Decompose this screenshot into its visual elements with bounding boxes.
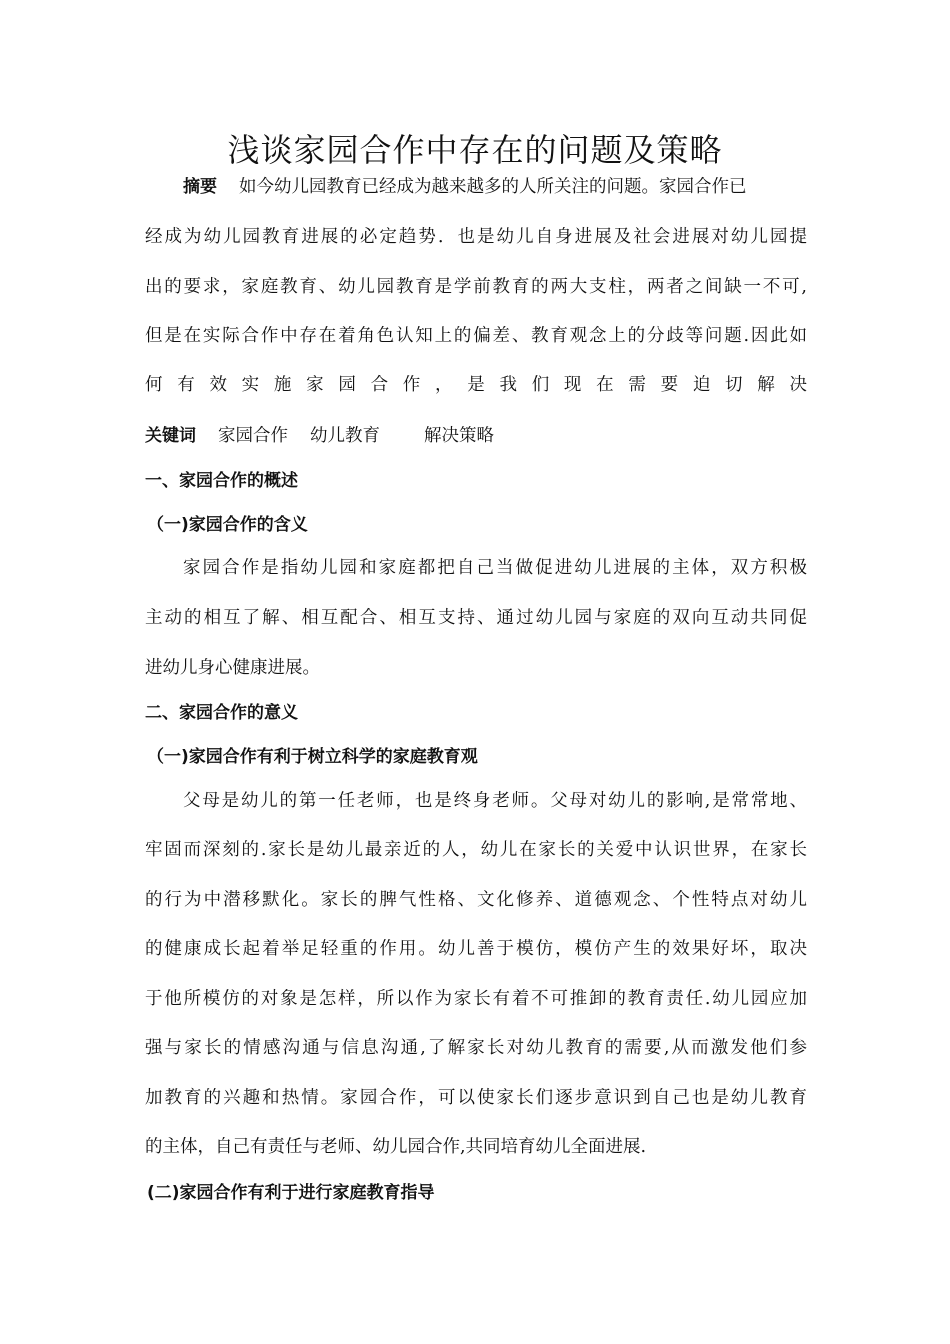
subsection-heading: （一)家园合作有利于树立科学的家庭教育观 <box>147 747 478 767</box>
section-heading: 二、家园合作的意义 <box>145 703 298 723</box>
abstract-line: 何 有 效 实 施 家 园 合 作 ， 是 我 们 现 在 需 要 迫 切 解 决 <box>145 375 807 395</box>
abstract-line: 出的要求，家庭教育、幼儿园教育是学前教育的两大支柱，两者之间缺一不可, <box>145 277 807 297</box>
keyword: 幼儿教育 <box>310 426 380 446</box>
subsection-heading: (二)家园合作有利于进行家庭教育指导 <box>147 1183 435 1203</box>
paragraph-line: 于他所模仿的对象是怎样，所以作为家长有着不可推卸的教育责任.幼儿园应加 <box>145 989 807 1009</box>
paragraph-line: 主动的相互了解、相互配合、相互支持、通过幼儿园与家庭的双向互动共同促 <box>145 608 807 628</box>
keyword: 家园合作 <box>218 426 288 446</box>
keywords-line <box>145 423 807 449</box>
paragraph-line: 牢固而深刻的.家长是幼儿最亲近的人，幼儿在家长的关爱中认识世界，在家长 <box>145 840 807 860</box>
keywords-label: 关键词 <box>145 426 196 446</box>
document-title: 浅谈家园合作中存在的问题及策略 <box>227 131 723 169</box>
paragraph-line: 强与家长的情感沟通与信息沟通,了解家长对幼儿教育的需要,从而激发他们参 <box>145 1038 807 1058</box>
section-heading: 一、家园合作的概述 <box>145 471 298 491</box>
paragraph-line: 进幼儿身心健康进展。 <box>145 658 320 678</box>
paragraph-line: 的行为中潜移默化。家长的脾气性格、文化修养、道德观念、个性特点对幼儿 <box>145 890 807 910</box>
abstract-text: 如今幼儿园教育已经成为越来越多的人所关注的问题。家园合作已 <box>239 177 747 197</box>
keyword: 解决策略 <box>424 426 494 446</box>
abstract-label: 摘要 <box>183 177 217 197</box>
paragraph-line: 家园合作是指幼儿园和家庭都把自己当做促进幼儿进展的主体，双方积极 <box>183 558 807 578</box>
paragraph-line: 父母是幼儿的第一任老师，也是终身老师。父母对幼儿的影响,是常常地、 <box>183 791 807 811</box>
paragraph-line: 加教育的兴趣和热情。家园合作，可以使家长们逐步意识到自己也是幼儿教育 <box>145 1088 807 1108</box>
paragraph-line: 的健康成长起着举足轻重的作用。幼儿善于模仿，模仿产生的效果好坏，取决 <box>145 939 807 959</box>
abstract-line: 但是在实际合作中存在着角色认知上的偏差、教育观念上的分歧等问题.因此如 <box>145 326 807 346</box>
abstract-line <box>183 174 807 200</box>
paragraph-line: 的主体，自己有责任与老师、幼儿园合作,共同培育幼儿全面进展. <box>145 1137 647 1157</box>
subsection-heading: （一)家园合作的含义 <box>147 515 308 535</box>
abstract-line: 经成为幼儿园教育进展的必定趋势．也是幼儿自身进展及社会进展对幼儿园提 <box>145 227 807 247</box>
